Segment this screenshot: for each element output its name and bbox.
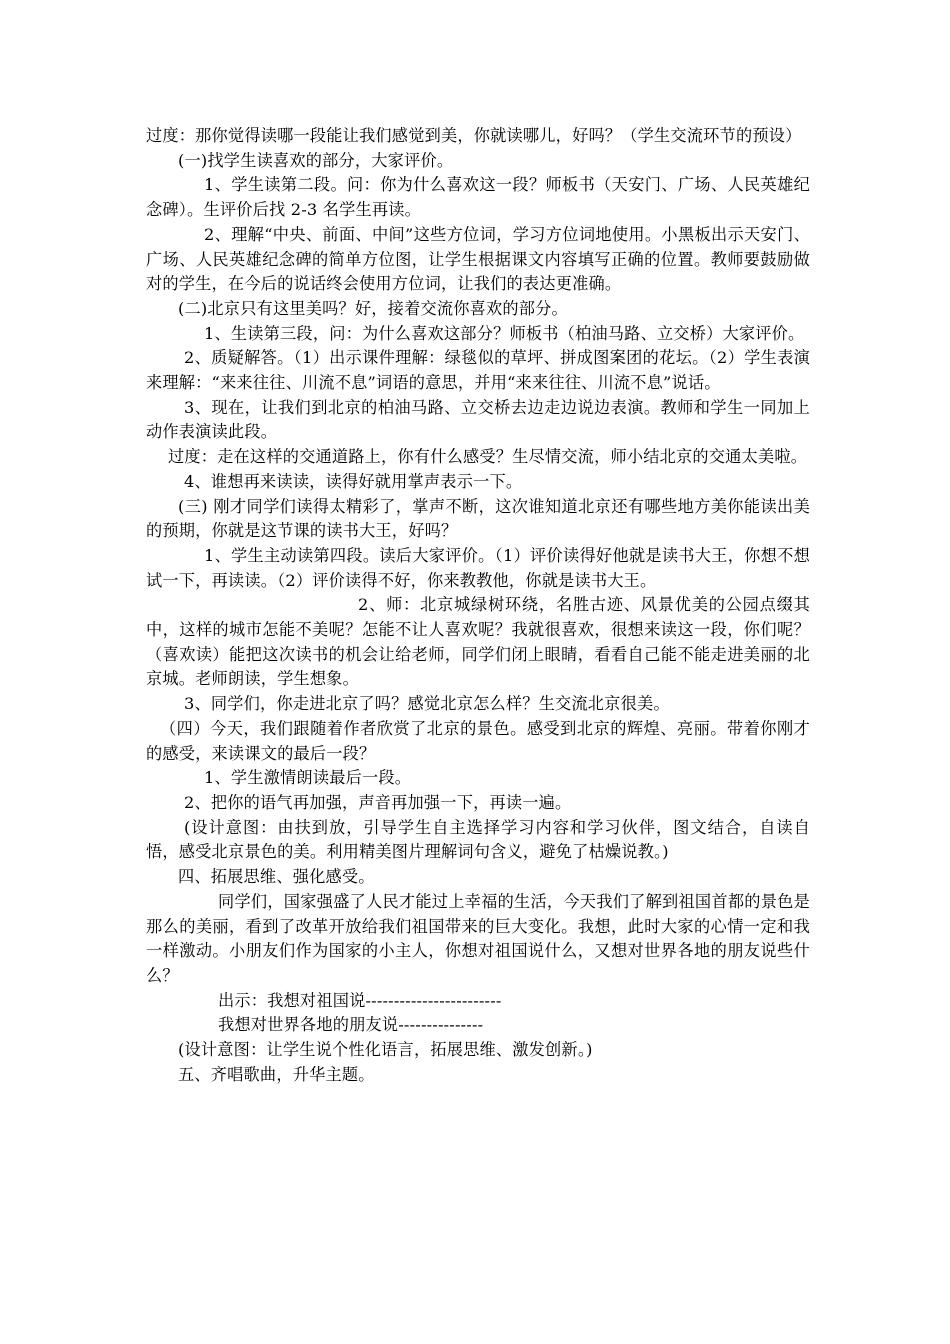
section-heading-1: (一)找学生读喜欢的部分，大家评价。 [178, 150, 454, 170]
paragraph: 1、生读第三段，问：为什么喜欢这部分？师板书（柏油马路、立交桥）大家评价。 [204, 323, 805, 343]
paragraph: 2、质疑解答。（1）出示课件理解：绿毯似的草坪、拼成图案团的花坛。（2）学生表演来理解：“来来往往、川流不息”词语的意思，并用“来来往往、川流不息”说话。 [146, 348, 810, 393]
paragraph: 2、把你的语气再加强，声音再加强一下，再读一遍。 [184, 792, 572, 812]
paragraph-transition: 过度：那你觉得读哪一段能让我们感觉到美，你就读哪儿，好吗？（学生交流环节的预设） [146, 126, 802, 145]
paragraph: 2、师：北京城绿树环绕，名胜古迹、风景优美的公园点缀其中，这样的城市怎能不美呢？怎能不让人喜欢呢？我就很喜欢，很想来读这一段，你们呢？（喜欢读）能把这次读书的机会让给老师，同学们闭上眼睛，看看自己能不能走进美丽的北京城。老师朗读，学生想象。 [146, 595, 810, 689]
prompt-line: 我想对世界各地的朋友说--------------- [218, 1015, 484, 1035]
section-heading-4: （四）今天，我们跟随着作者欣赏了北京的景色。感受到北京的辉煌、亮丽。带着你刚才的感受，来读课文的最后一段？ [146, 718, 810, 763]
section-heading-2: (二)北京只有这里美吗？好，接着交流你喜欢的部分。 [178, 298, 568, 318]
paragraph: 3、同学们，你走进北京了吗？感觉北京怎么样？生交流北京很美。 [184, 694, 670, 714]
paragraph: 1、学生激情朗读最后一段。 [204, 768, 412, 788]
paragraph: 过度：走在这样的交通道路上，你有什么感受？生尽情交流，师小结北京的交通太美啦。 [168, 447, 808, 467]
paragraph: 1、学生读第二段。问：你为什么喜欢这一段？师板书（天安门、广场、人民英雄纪念碑）。生评价后找 2-3 名学生再读。 [146, 175, 810, 220]
design-intent-note: (设计意图：让学生说个性化语言，拓展思维、激发创新。) [178, 1040, 593, 1060]
section-heading-sing: 五、齐唱歌曲，升华主题。 [178, 1064, 375, 1084]
paragraph: 3、现在，让我们到北京的柏油马路、立交桥去边走边说边表演。教师和学生一同加上动作表演读此段。 [146, 397, 810, 442]
section-heading-3: (三) 刚才同学们读得太精彩了，掌声不断，这次谁知道北京还有哪些地方美你能读出美的预期，你就是这节课的读书大王，好吗？ [146, 496, 810, 541]
paragraph: 2、理解“中央、前面、中间”这些方位词，学习方位词地使用。小黑板出示天安门、广场、人民英雄纪念碑的简单方位图，让学生根据课文内容填写正确的位置。教师要鼓励做对的学生，在今后的说话终会使用方位词，让我们的表达更准确。 [146, 224, 810, 294]
paragraph: 4、谁想再来读读，读得好就用掌声表示一下。 [184, 471, 523, 491]
paragraph: 同学们，国家强盛了人民才能过上幸福的生活，今天我们了解到祖国首都的景色是那么的美丽，看到了改革开放给我们祖国带来的巨大变化。我想，此时大家的心情一定和我一样激动。小朋友们作为国家的小主人，你想对祖国说什么，又想对世界各地的朋友说些什么？ [146, 891, 810, 985]
design-intent-note: (设计意图：由扶到放，引导学生自主选择学习内容和学习伙伴，图文结合，自读自悟，感受北京景色的美。利用精美图片理解词句含义，避免了枯燥说教。) [146, 817, 810, 862]
prompt-line: 出示：我想对祖国说------------------------ [218, 990, 502, 1010]
paragraph: 1、学生主动读第四段。读后大家评价。（1）评价读得好他就是读书大王，你想不想试一下，再读读。（2）评价读得不好，你来教教他，你就是读书大王。 [146, 545, 810, 590]
section-heading-extend: 四、拓展思维、强化感受。 [178, 867, 375, 887]
document-body [146, 124, 810, 1087]
